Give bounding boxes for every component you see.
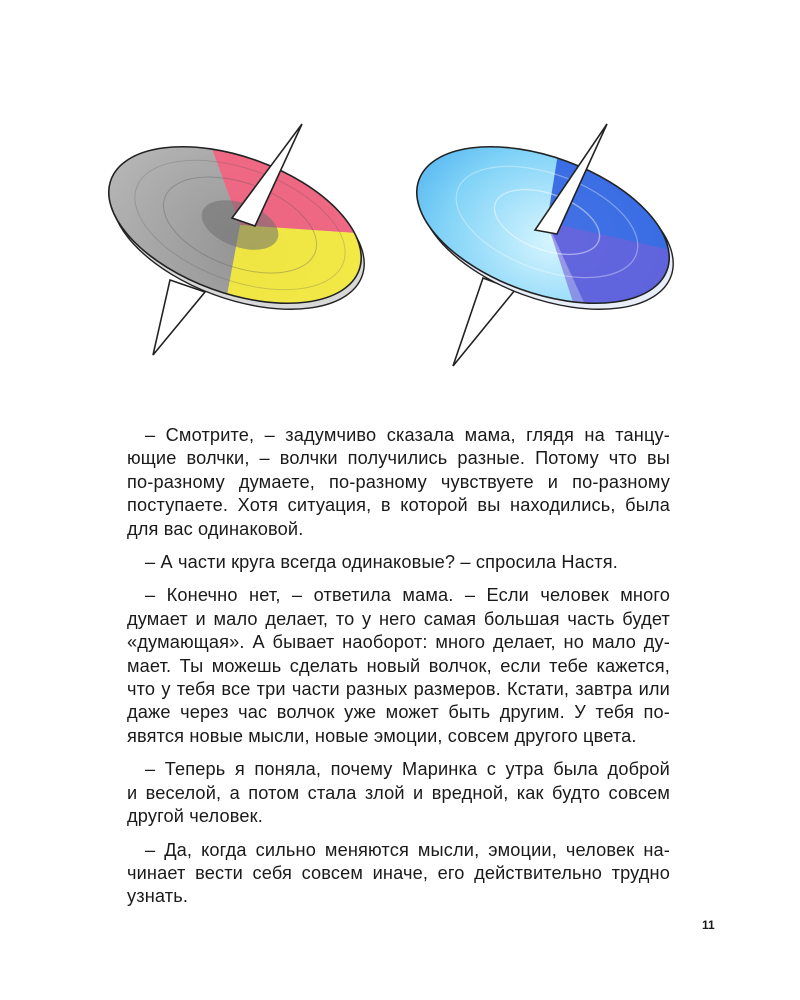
text-line: поступаете. Хотя ситуация, в которой вы находились, была bbox=[127, 495, 670, 516]
paragraph-2 bbox=[127, 551, 670, 574]
text-line: по-разному думаете, по-разному чувствуете и по-разному bbox=[127, 471, 670, 492]
text-line: – Да, когда сильно меняются мысли, эмоции, человек на- bbox=[145, 839, 670, 860]
cool-top-lower-spike bbox=[453, 278, 515, 366]
paragraph-3 bbox=[127, 584, 670, 748]
text-line: для вас одинаковой. bbox=[127, 518, 304, 539]
text-line: явятся новые мысли, новые эмоции, совсем другого цвета. bbox=[127, 725, 637, 746]
text-line: «думающая». А бывает наоборот: много делает, но мало ду- bbox=[127, 632, 670, 653]
text-line: – Смотрите, – задумчиво сказала мама, глядя на танцу- bbox=[145, 425, 670, 445]
text-line: узнать. bbox=[127, 886, 189, 907]
text-line: даже через час волчок уже может быть другим. У тебя по- bbox=[127, 702, 670, 723]
text-line: думает и мало делает, то у него самая большая часть будет bbox=[127, 608, 670, 629]
text-line: и веселой, а потом стала злой и вредной, как будто совсем bbox=[127, 782, 670, 803]
text-line: ющие волчки, – волчки получились разные. Потому что вы bbox=[127, 448, 670, 469]
page-number: 11 bbox=[702, 918, 715, 932]
text-line: – Конечно нет, – ответила мама. – Если человек много bbox=[145, 585, 670, 606]
paragraph-1 bbox=[127, 424, 670, 541]
text-line: – А части круга всегда одинаковые? – спросила Настя. bbox=[145, 552, 618, 573]
text-line: что у тебя все три части разных размеров. Кстати, завтра или bbox=[127, 679, 670, 700]
paragraph-4 bbox=[127, 758, 670, 828]
warm-top-lower-spike bbox=[153, 280, 205, 355]
cool-spinning-top bbox=[395, 110, 715, 370]
paragraph-5 bbox=[127, 839, 670, 909]
spinning-tops-illustration bbox=[95, 110, 715, 380]
cool-segment-violet bbox=[547, 222, 715, 370]
text-line: мает. Ты можешь сделать новый волчок, если тебе кажется, bbox=[127, 655, 670, 676]
story-text bbox=[127, 424, 670, 919]
text-line: – Теперь я поняла, почему Маринка с утра была доброй bbox=[145, 759, 670, 780]
text-line: другой человек. bbox=[127, 806, 263, 827]
warm-spinning-top bbox=[95, 110, 395, 370]
text-line: чинает вести себя совсем иначе, его действительно трудно bbox=[127, 862, 670, 883]
